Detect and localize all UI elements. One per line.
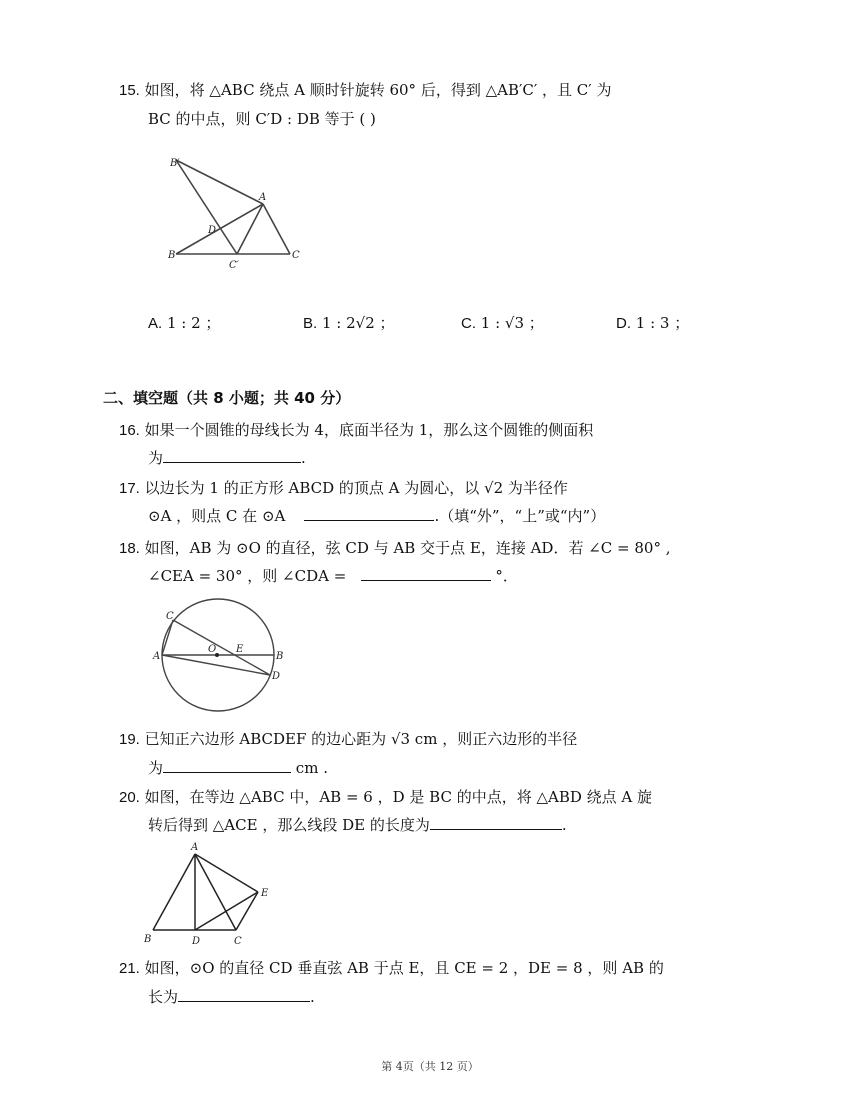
q17-answer-blank[interactable] [304, 506, 434, 521]
q15-line2: BC 的中点，则 C′D : DB 等于 ( ) [148, 110, 376, 128]
section-title: 二、填空题（共 8 小题；共 40 分） [103, 389, 351, 407]
q15-label-C: C [292, 250, 300, 261]
q20-label-A: A [191, 842, 199, 853]
q17-line1: 17. 以边长为 1 的正方形 ABCD 的顶点 A 为圆心，以 √2 为半径作 [119, 479, 568, 497]
q15-label-C1: C′ [229, 260, 239, 270]
q16-line2: 为 . [148, 449, 306, 467]
q20-line2: 转后得到 △ACE ，那么线段 DE 的长度为 . [148, 816, 567, 834]
q19-answer-blank[interactable] [163, 758, 291, 773]
q17-line2: ⊙A ，则点 C 在 ⊙A .（填“外”，“上”或“内”） [148, 507, 606, 525]
q15-option-c[interactable]: C. 1 : √3 ； [461, 314, 544, 332]
q15-line1 [119, 80, 611, 101]
q15-figure [165, 150, 315, 270]
q15-option-d[interactable]: D. 1 : 3 ； [616, 314, 690, 332]
q20-label-B: B [144, 934, 152, 945]
q20-answer-blank[interactable] [430, 815, 562, 830]
q18-line1: 18. 如图，AB 为 ⊙O 的直径，弦 CD 与 AB 交于点 E，连接 AD．若 ∠C = 80° , [119, 539, 671, 557]
q15-number: 15. [119, 82, 140, 99]
q16-answer-blank[interactable] [163, 448, 301, 463]
q16-line1: 16. 如果一个圆锥的母线长为 4，底面半径为 1，那么这个圆锥的侧面积 [119, 421, 594, 439]
q18-label-E: E [236, 644, 244, 655]
page-footer: 第 4页（共 12 页） [381, 1060, 479, 1073]
q21-line1: 21. 如图，⊙O 的直径 CD 垂直弦 AB 于点 E，且 CE = 2 ，DE = 8 ，则 AB 的 [119, 959, 664, 977]
q18-answer-blank[interactable] [361, 566, 491, 581]
q20-label-D: D [192, 936, 201, 947]
q18-label-C: C [166, 611, 174, 622]
q18-label-O: O [208, 644, 217, 655]
q20-line1: 20. 如图，在等边 △ABC 中，AB = 6 ，D 是 BC 的中点，将 △ABD 绕点 A 旋 [119, 788, 653, 806]
q18-line2: ∠CEA = 30° ，则 ∠CDA = °． [148, 567, 518, 585]
q20-label-C: C [234, 936, 242, 947]
q18-figure [150, 595, 290, 715]
q15-text-1: 如图，将 △ABC 绕点 A 顺时针旋转 60° 后，得到 △AB′C′ ，且 C′ 为 [144, 81, 612, 99]
q15-label-B: B [168, 250, 176, 261]
q20-label-E: E [261, 888, 269, 899]
q15-label-D: D [208, 225, 217, 236]
q18-label-B: B [276, 651, 284, 662]
q20-figure [140, 838, 280, 950]
q15-option-b[interactable]: B. 1 : 2√2 ； [303, 314, 395, 332]
q18-label-A: A [153, 651, 161, 662]
q18-label-D: D [272, 671, 281, 682]
q19-line2: 为 cm . [148, 759, 328, 777]
q15-label-B1: B′ [170, 158, 180, 169]
q21-line2: 长为 . [148, 988, 315, 1006]
q21-answer-blank[interactable] [178, 987, 310, 1002]
q15-option-a[interactable]: A. 1 : 2 ； [148, 314, 221, 332]
q19-line1: 19. 已知正六边形 ABCDEF 的边心距为 √3 cm ，则正六边形的半径 [119, 730, 578, 748]
q15-label-A: A [259, 192, 267, 203]
